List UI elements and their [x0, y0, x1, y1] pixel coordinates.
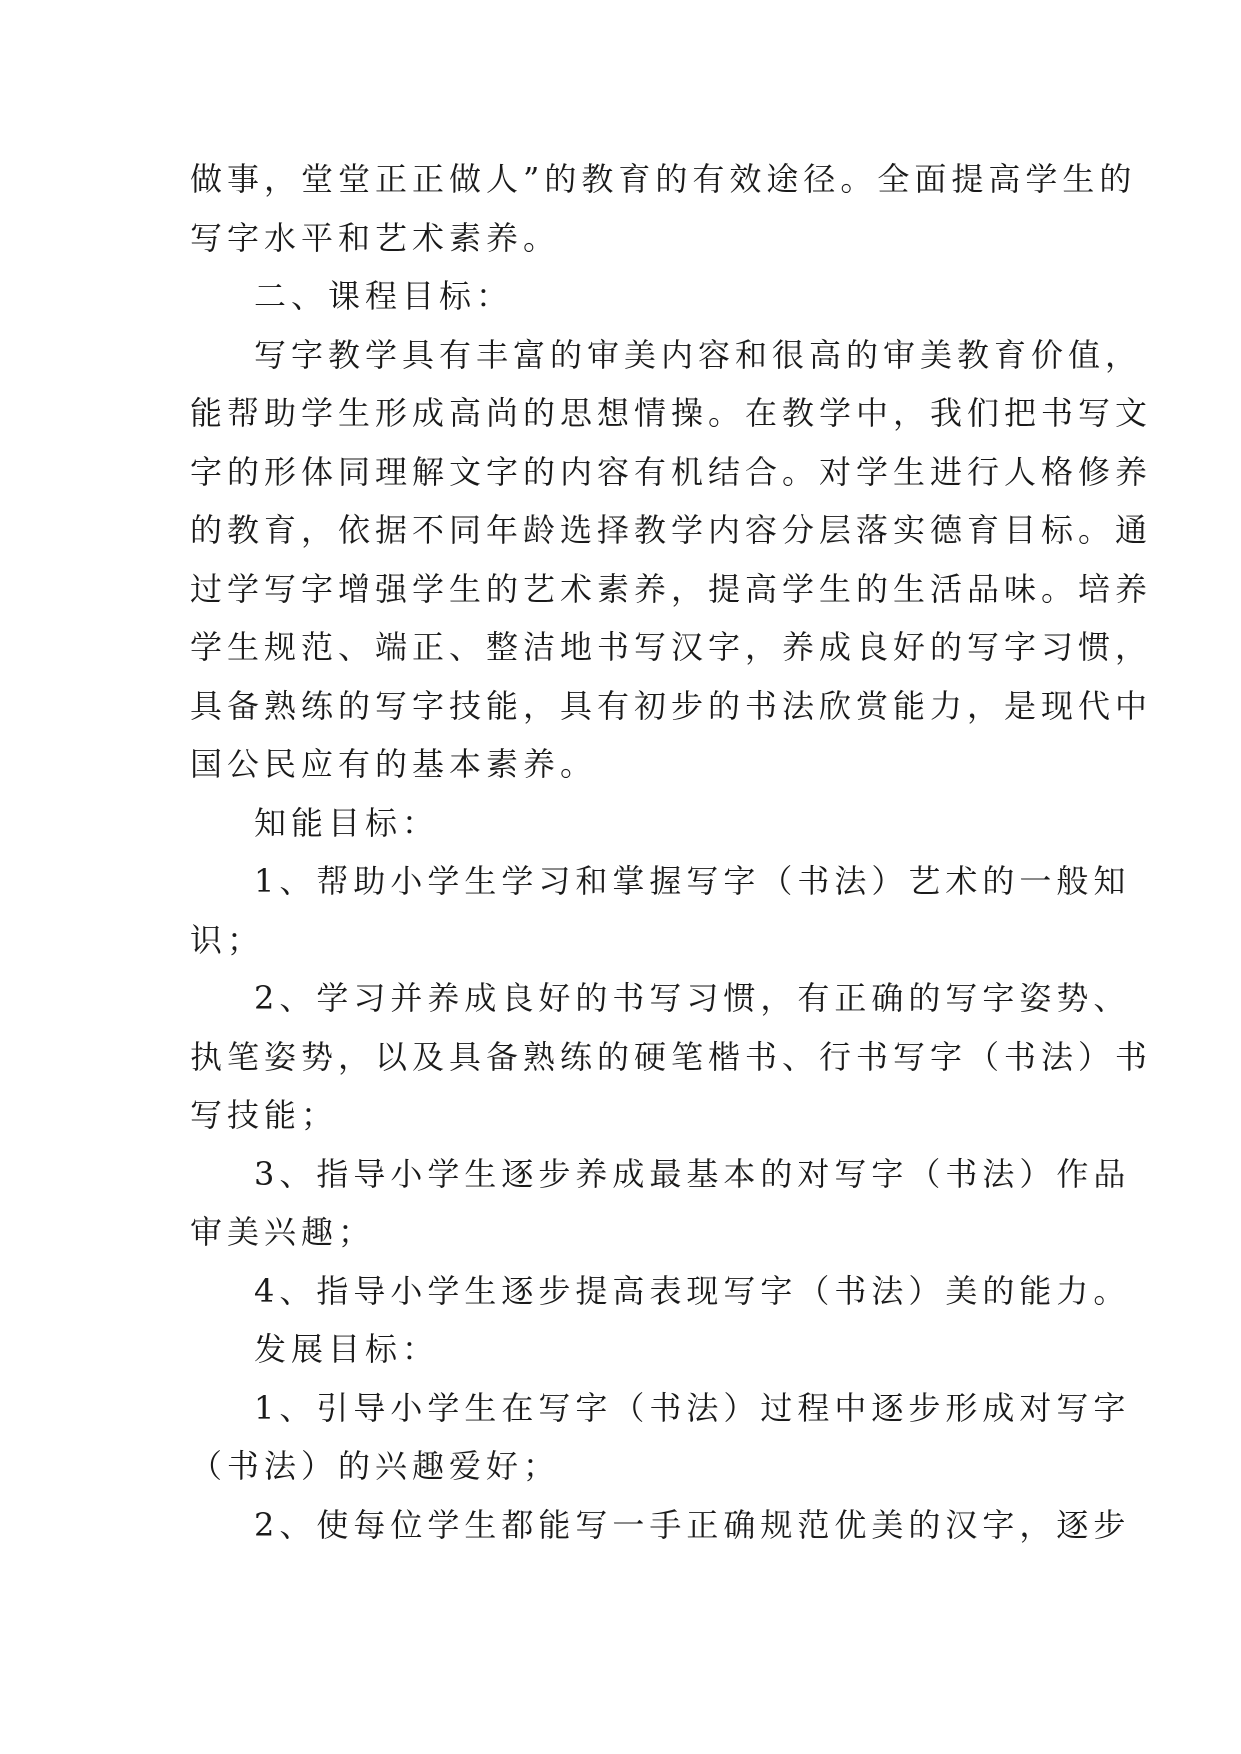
text-line: 字的形体同理解文字的内容有机结合。对学生进行人格修养	[190, 452, 1153, 491]
document-page	[190, 150, 1153, 1554]
list-item: 1、帮助小学生学习和掌握写字（书法）艺术的一般知	[254, 862, 1131, 900]
subsection-heading: 知能目标：	[254, 803, 440, 842]
text-line: 做事，堂堂正正做人”的教育的有效途径。全面提高学生的	[190, 160, 1137, 198]
list-item: 4、指导小学生逐步提高表现写字（书法）美的能力。	[254, 1271, 1131, 1310]
section-heading: 二、课程目标：	[254, 277, 514, 315]
subsection-heading: 发展目标：	[254, 1330, 440, 1368]
text-line: 审美兴趣；	[190, 1213, 376, 1251]
text-line: 写字教学具有丰富的审美内容和很高的审美教育价值，	[254, 335, 1143, 374]
text-line: 能帮助学生形成高尚的思想情操。在教学中，我们把书写文	[190, 394, 1153, 432]
text-line: 执笔姿势，以及具备熟练的硬笔楷书、行书写字（书法）书	[190, 1037, 1153, 1076]
list-item: 3、指导小学生逐步养成最基本的对写字（书法）作品	[254, 1154, 1131, 1193]
text-line: 学生规范、端正、整洁地书写汉字，养成良好的写字习惯，	[190, 628, 1153, 666]
list-item: 2、使每位学生都能写一手正确规范优美的汉字，逐步	[254, 1505, 1131, 1544]
text-line: 写技能；	[190, 1096, 339, 1134]
text-line: 国公民应有的基本素养。	[190, 745, 598, 783]
list-item: 2、学习并养成良好的书写习惯，有正确的写字姿势、	[254, 979, 1131, 1017]
text-line: 过学写字增强学生的艺术素养，提高学生的生活品味。培养	[190, 569, 1153, 608]
text-line: （书法）的兴趣爱好；	[190, 1447, 561, 1485]
text-line: 的教育，依据不同年龄选择教学内容分层落实德育目标。通	[190, 511, 1153, 549]
list-item: 1、引导小学生在写字（书法）过程中逐步形成对写字	[254, 1388, 1131, 1427]
text-line: 具备熟练的写字技能，具有初步的书法欣赏能力，是现代中	[190, 686, 1153, 725]
text-line: 识；	[190, 920, 265, 959]
text-line: 写字水平和艺术素养。	[190, 218, 561, 257]
